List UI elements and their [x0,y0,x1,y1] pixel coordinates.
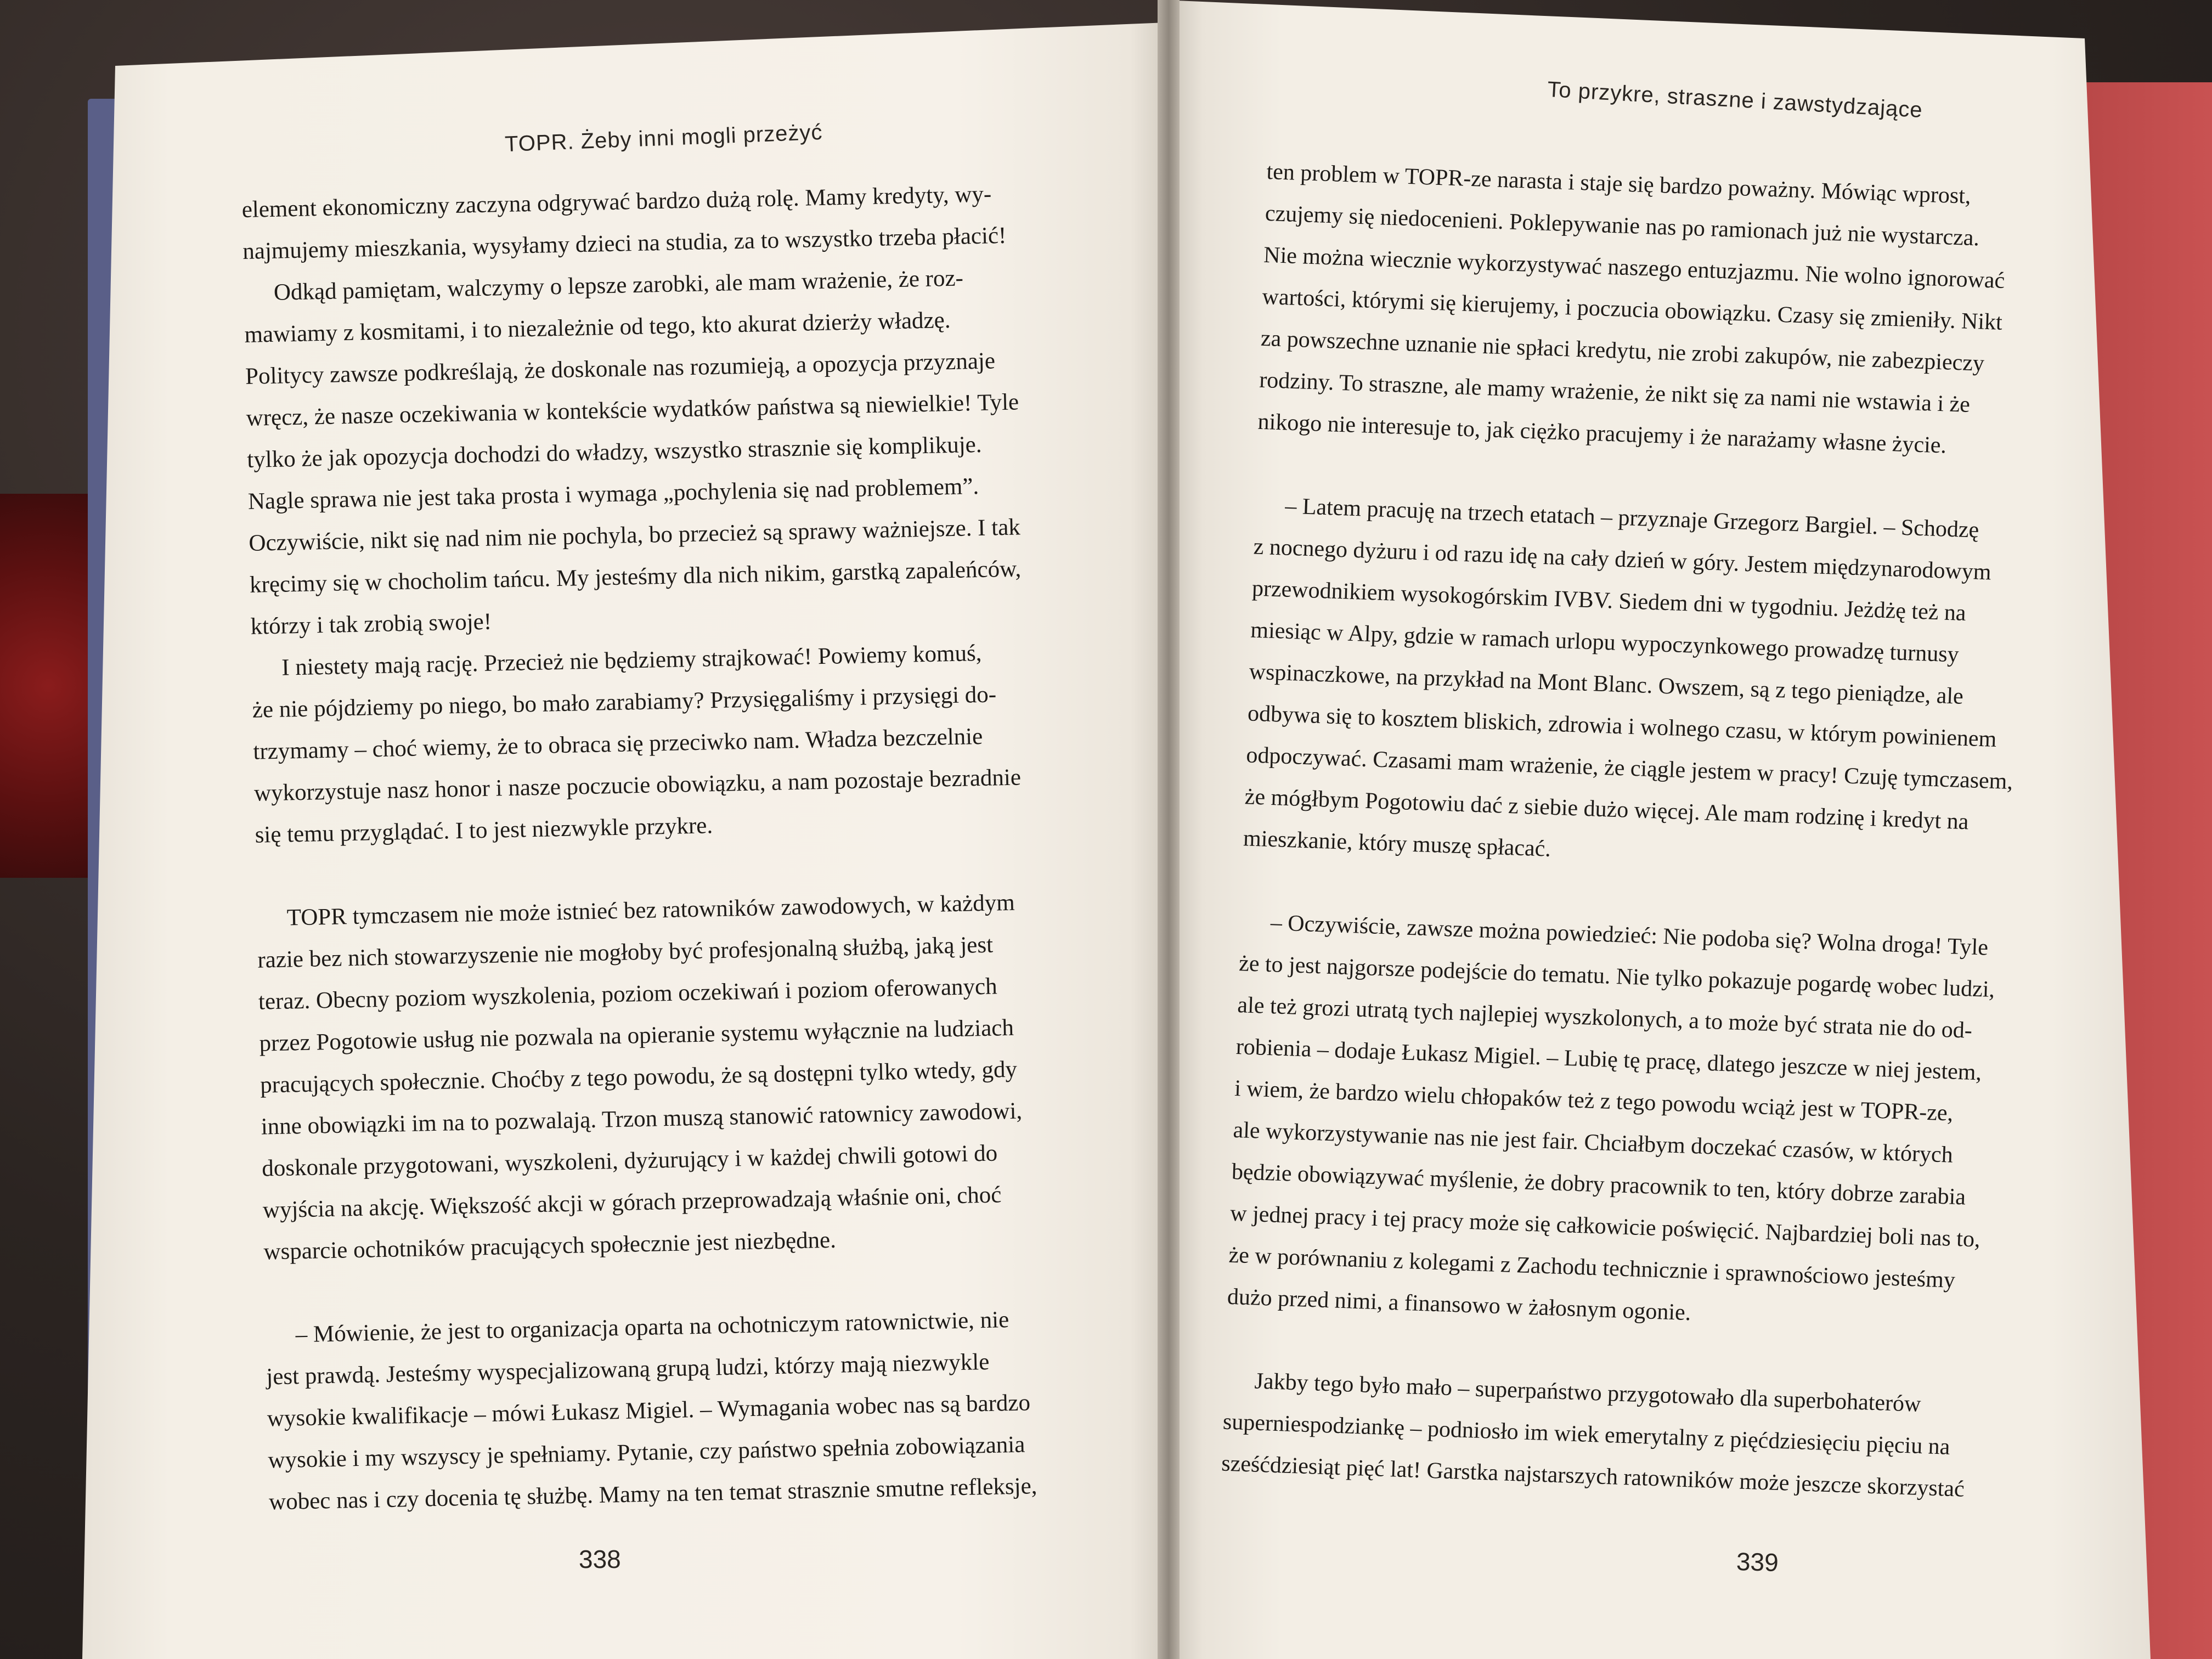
left-page-header: TOPR. Żeby inni mogli przeżyć [504,120,823,157]
text-line: ten problem w TOPR-ze narasta i staje się bardzo poważny. Mówiąc wprost, [1266,159,1972,209]
left-page-number: 338 [579,1545,621,1573]
text-line: sześćdziesiąt pięć lat! Garstka najstarszych ratowników może jeszcze skorzystać [1221,1451,1965,1502]
text-line: się temu przyglądać. I to jest niezwykle przykre. [255,812,713,848]
text-line: Nagle sprawa nie jest taka prosta i wymaga „pochylenia się nad problemem”. [247,473,979,515]
text-line: ale wykorzystywanie nas nie jest fair. Chciałbym doczekać czasów, w których [1232,1117,1954,1168]
text-line: najmujemy mieszkania, wysyłamy dzieci na studia, za to wszystko trzeba płacić! [242,222,1007,264]
text-line: razie bez nich stowarzyszenie nie mogłoby być profesjonalną służbą, jaką jest [257,932,994,973]
text-line: robienia – dodaje Łukasz Migiel. – Lubię tę pracę, dlatego jeszcze w niej jestem, [1235,1034,1982,1086]
text-line: nikogo nie interesuje to, jak ciężko pracujemy i że narażamy własne życie. [1257,409,1947,459]
text-line: czujemy się niedocenieni. Poklepywanie nas po ramionach już nie wystarcza. [1265,200,1980,251]
text-line: wręcz, że nasze oczekiwania w kontekście wydatków państwa są niewielkie! Tyle [246,389,1019,431]
text-line: inne obowiązki im na to pozwalają. Trzon muszą stanowić ratownicy zawodowi, [261,1098,1023,1140]
text-line: którzy i tak zrobią swoje! [250,608,492,640]
text-line: Jakby tego było mało – superpaństwo przygotowało dla superbohaterów [1254,1368,1922,1417]
text-line: wykorzystuje nasz honor i nasze poczucie obowiązku, a nam pozostaje bezradnie [253,764,1022,806]
text-line: rodziny. To straszne, ale mamy wrażenie, że nikt się za nami nie wstawia i że [1259,367,1971,417]
text-line: – Latem pracuję na trzech etatach – przyznaje Grzegorz Bargiel. – Schodzę [1284,493,1980,543]
text-line: wsparcie ochotników pracujących społecznie jest niezbędne. [263,1227,837,1265]
text-line: że to jest najgorsze podejście do tematu. Nie tylko pokazuje pogardę wobec ludzi, [1238,951,1995,1003]
text-line: pracujących społecznie. Choćby z tego powodu, że są dostępni tylko wtedy, gdy [259,1056,1018,1098]
text-line: superniespodziankę – podniosło im wiek emerytalny z pięćdziesięciu pięciu na [1222,1409,1951,1460]
text-line: miesiąc w Alpy, gdzie w ramach urlopu wypoczynkowego prowadzę turnusy [1250,617,1960,668]
text-line: mieszkanie, który muszę spłacać. [1243,826,1551,862]
text-line: dużo przed nimi, a finansowo w żałosnym ogonie. [1227,1284,1691,1326]
text-line: – Oczywiście, zawsze można powiedzieć: Nie podoba się? Wolna droga! Tyle [1270,910,1989,961]
text-line: element ekonomiczny zaczyna odgrywać bardzo dużą rolę. Mamy kredyty, wy- [241,181,992,223]
text-line: wysokie i my wszyscy je spełniamy. Pytanie, czy państwo spełnia zobowiązania [268,1431,1025,1474]
text-line: odbywa się to kosztem bliskich, zdrowia i wolnego czasu, w którym powinienem [1247,701,1997,753]
right-page-text [1221,151,2034,1511]
text-line: Odkąd pamiętam, walczymy o lepsze zarobki, ale mam wrażenie, że roz- [273,265,964,306]
text-line: odpoczywać. Czasami mam wrażenie, że ciągle jestem w pracy! Czuję tymczasem, [1245,742,2013,795]
text-line: mawiamy z kosmitami, i to niezależnie od tego, kto akurat dzierży władzę. [244,307,951,348]
right-page-number: 339 [1736,1547,1779,1577]
right-page-header: To przykre, straszne i zawstydzające [1547,77,1923,123]
text-line: przez Pogotowie usług nie pozwala na opieranie systemu wyłącznie na ludziach [259,1014,1014,1057]
text-line: wysokie kwalifikacje – mówi Łukasz Migiel. – Wymagania wobec nas są bardzo [267,1390,1031,1432]
text-line: wyjścia na akcję. Większość akcji w górach przeprowadzają właśnie oni, choć [262,1182,1002,1223]
text-line: jest prawdą. Jesteśmy wyspecjalizowaną grupą ludzi, którzy mają niezwykle [266,1348,990,1390]
text-line: za powszechne uznanie nie spłaci kredytu, nie zrobi zakupów, nie zabezpieczy [1260,325,1985,376]
text-line: – Mówienie, że jest to organizacja oparta na ochotniczym ratownictwie, nie [295,1307,1009,1348]
text-line: trzymamy – choć wiemy, że to obraca się przeciwko nam. Władza bezczelnie [252,723,983,765]
text-line: będzie obowiązywać myślenie, że dobry pracownik to ten, który dobrze zarabia [1231,1159,1966,1210]
text-line: wobec nas i czy docenia tę służbę. Mamy na ten temat strasznie smutne refleksje, [268,1473,1037,1515]
text-line: I niestety mają rację. Przecież nie będziemy strajkować! Powiemy komuś, [281,640,982,681]
left-page-text [241,173,1042,1523]
text-line: doskonale przygotowani, wyszkoleni, dyżurujący i w każdej chwili gotowi do [261,1140,998,1182]
text-line: TOPR tymczasem nie może istnieć bez ratowników zawodowych, w każdym [286,889,1015,931]
text-line: Politycy zawsze podkreślają, że doskonale nas rozumieją, a opozycja przyznaje [245,348,996,390]
text-line: tylko że jak opozycja dochodzi do władzy, wszystko strasznie się komplikuje. [246,431,982,473]
text-line: ale też grozi utratą tych najlepiej wyszkolonych, a to może być strata nie do od- [1237,992,1973,1043]
text-line: wartości, którymi się kierujemy, i poczucia obowiązku. Czasy się zmieniły. Nikt [1261,284,2003,335]
text-line: kręcimy się w chocholim tańcu. My jesteśmy dla nich nikim, garstką zapaleńców, [249,556,1022,598]
text-line: Oczywiście, nikt się nad nim nie pochyla, bo przecież są sprawy ważniejsze. I tak [249,514,1021,556]
book-gutter [1158,0,1180,1659]
text-line: przewodnikiem wysokogórskim IVBV. Siedem dni w tygodniu. Jeżdżę też na [1251,575,1967,626]
text-line: Nie można wiecznie wykorzystywać naszego entuzjazmu. Nie wolno ignorować [1263,242,2006,294]
text-line: wspinaczkowe, na przykład na Mont Blanc. Owszem, są z tego pieniądze, ale [1249,659,1964,709]
text-line: z nocnego dyżuru i od razu idę na cały dzień w góry. Jestem międzynarodowym [1252,534,1992,585]
text-line: w jednej pracy i tej pracy może się całkowicie poświęcić. Najbardziej boli nas to, [1229,1200,1981,1252]
text-line: i wiem, że bardzo wielu chłopaków też z tego powodu wciąż jest w TOPR-ze, [1234,1075,1954,1126]
text-line: że mógłbym Pogotowiu dać z siebie dużo więcej. Ale mam rodzinę i kredyt na [1244,784,1970,835]
text-line: że w porównaniu z kolegami z Zachodu technicznie i sprawnościowo jesteśmy [1228,1242,1956,1293]
text-line: że nie pójdziemy po niego, bo mało zarabiamy? Przysięgaliśmy i przysięgi do- [252,681,997,723]
text-line: teraz. Obecny poziom wyszkolenia, poziom oczekiwań i poziom oferowanych [258,973,998,1015]
